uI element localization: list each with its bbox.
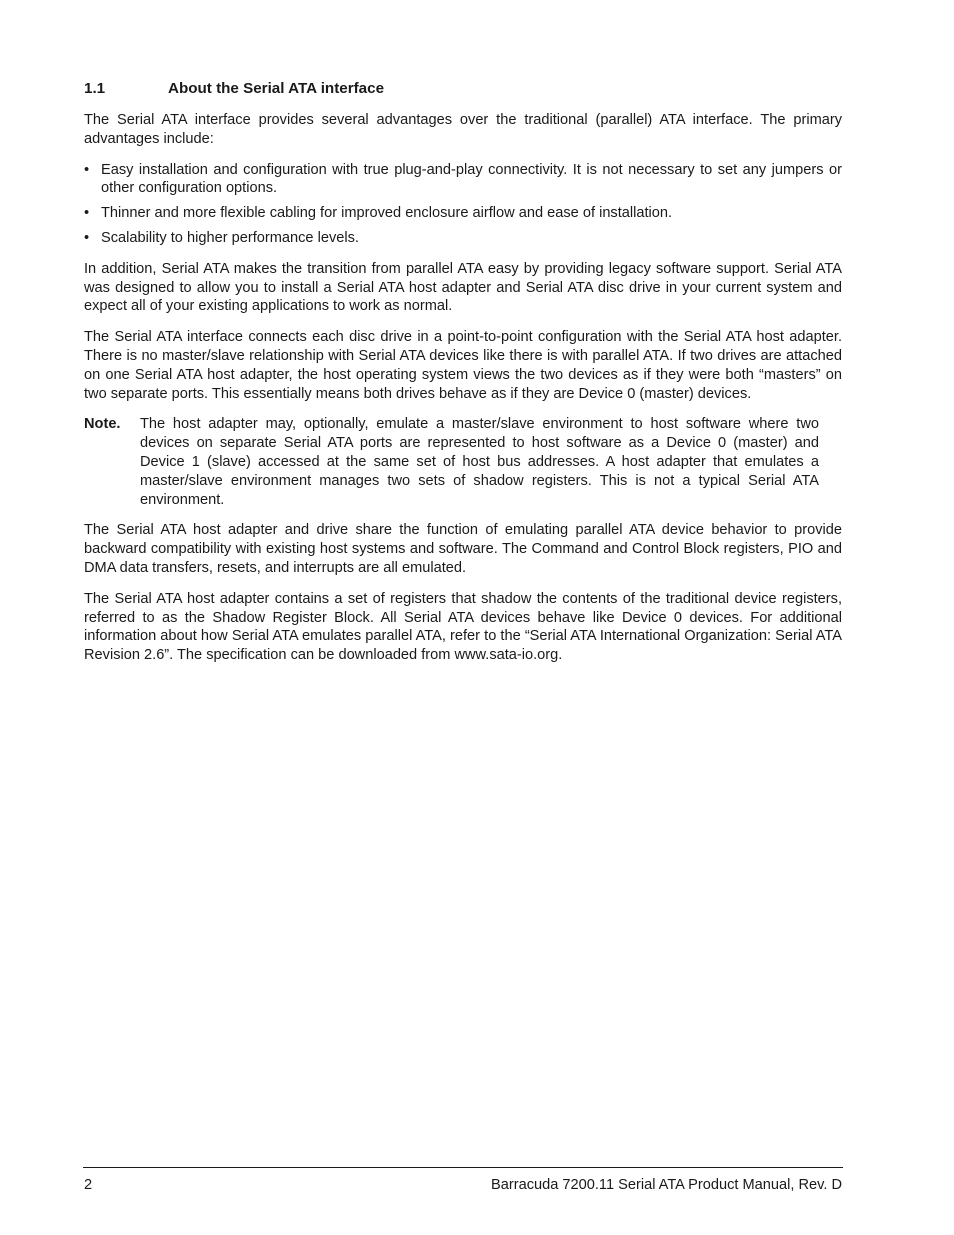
footer-divider [83,1167,843,1168]
list-item [84,161,842,199]
list-item [84,204,842,223]
list-item-text: Easy installation and configuration with true plug-and-play connectivity. It is not necessary to set any jumpers or other configuration options. [101,161,842,197]
page-number: 2 [84,1177,93,1193]
advantages-list [84,161,842,248]
section-title: About the Serial ATA interface [168,80,385,97]
note-label: Note. [84,416,121,433]
list-item-text: Scalability to higher performance levels. [101,229,359,246]
bullet-marker: • [84,229,90,246]
manual-title: Barracuda 7200.11 Serial ATA Product Manual, Rev. D [491,1177,842,1193]
section-heading [84,79,842,99]
point-to-point-paragraph: The Serial ATA interface connects each disc drive in a point-to-point configuration with the Serial ATA host adapter. There is no master/slave relationship with Serial ATA devices like there is with parallel ATA. If two drives are attached on one Serial ATA host adapter, the host operating system views the two devices as if they were both “masters” on two separate ports. This essentially means both drives behave as if they are Device 0 (master) devices. [84,329,842,402]
list-item-text: Thinner and more flexible cabling for improved enclosure airflow and ease of installation. [101,205,673,222]
emulation-paragraph: The Serial ATA host adapter and drive share the function of emulating parallel ATA device behavior to provide backward compatibility with existing host systems and software. The Command and Control Block registers, PIO and DMA data transfers, resets, and interrupts are all emulated. [84,522,842,576]
intro-paragraph: The Serial ATA interface provides several advantages over the traditional (parallel) ATA interface. The primary advantages include: [84,112,842,147]
page-footer [84,1175,842,1195]
note-text: The host adapter may, optionally, emulate a master/slave environment to host software where two devices on separate Serial ATA ports are represented to host software as a Device 0 (master) and Device 1 (slave) accessed at the same set of host bus addresses. A host adapter that emulates a master/slave environment manages two sets of shadow registers. This is not a typical Serial ATA environment. [140,416,819,508]
list-item [84,229,842,248]
note-block [84,415,842,509]
bullet-marker: • [84,161,90,178]
page-content [84,79,842,677]
section-number: 1.1 [84,80,106,97]
legacy-support-paragraph: In addition, Serial ATA makes the transition from parallel ATA easy by providing legacy software support. Serial ATA was designed to allow you to install a Serial ATA host adapter and Serial ATA disc drive in your current system and expect all of your existing applications to work as normal. [84,260,842,315]
shadow-register-paragraph: The Serial ATA host adapter contains a set of registers that shadow the contents of the traditional device registers, referred to as the Shadow Register Block. All Serial ATA devices behave like Device 0 devices. For additional information about how Serial ATA emulates parallel ATA, refer to the “Serial ATA International Organization: Serial ATA Revision 2.6”. The specification can be downloaded from www.sata-io.org. [84,590,842,664]
bullet-marker: • [84,205,90,222]
